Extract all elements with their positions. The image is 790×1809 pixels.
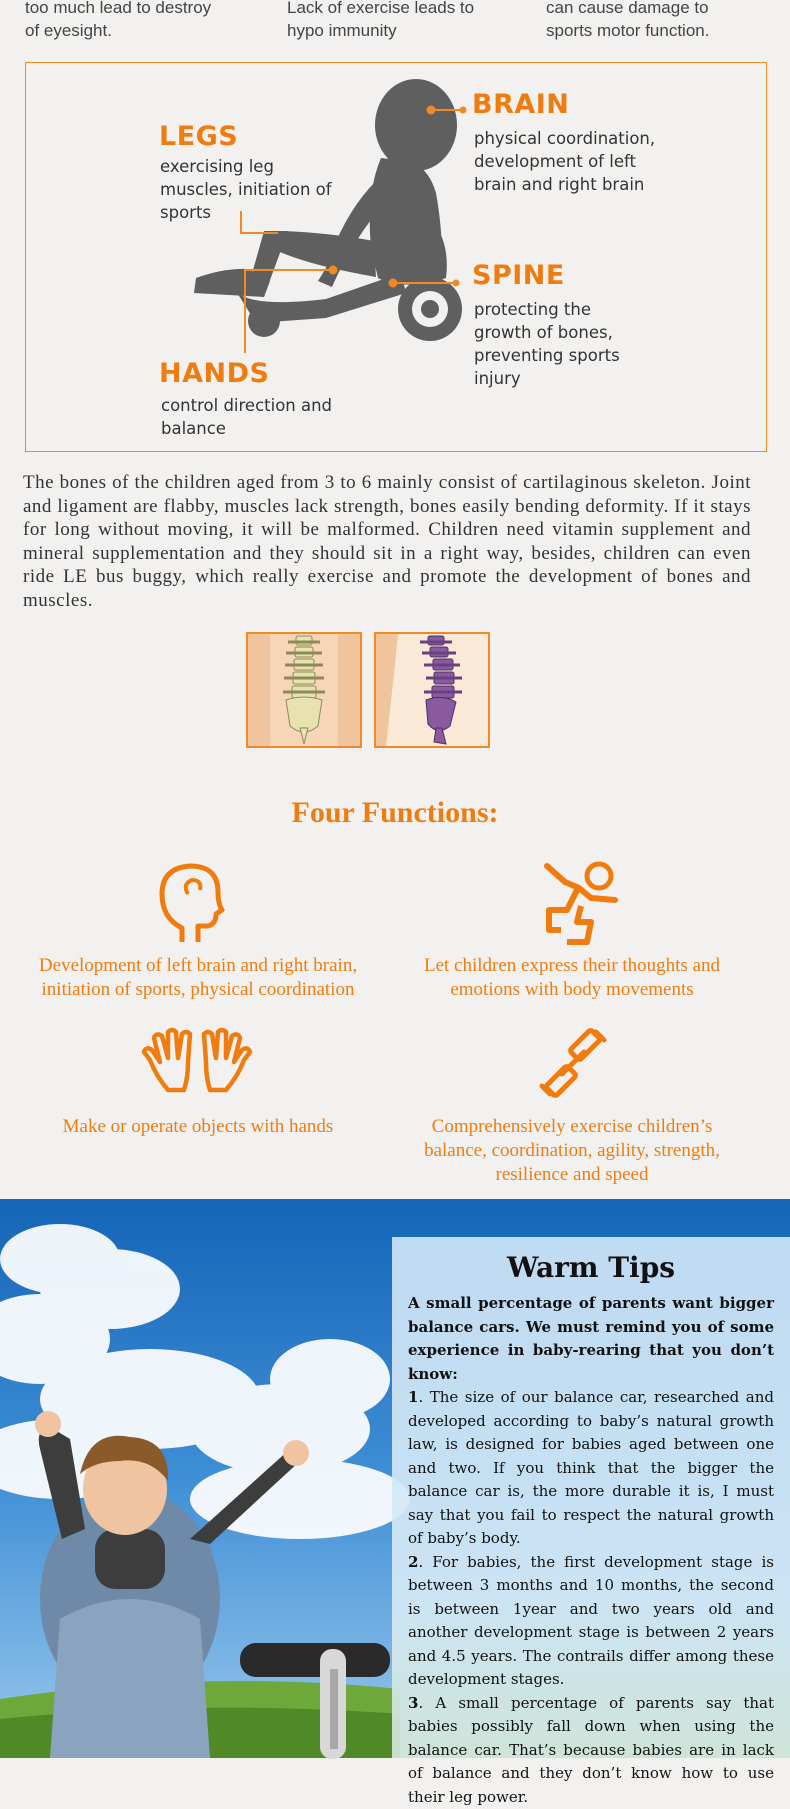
brain-description: physical coordination, development of left brain and right brain [474,127,655,196]
bones-paragraph: The bones of the children aged from 3 to 6 mainly consist of cartilaginous skeleton. Joint and ligament are flabby, muscles lack strength, bones easily bending deformity. If it stays for long without moving, it will be malformed. Children need vitamin supplement and mineral supplementation and they should sit in a right way, besides, children can even ride LE bus buggy, which really exercise and promote the development of bones and muscles. [23,471,751,612]
warm-tips-panel [392,1237,790,1758]
body-diagram [25,62,767,452]
healthy-spine-image [246,632,362,748]
tip-number: 3 [408,1694,418,1712]
hands-description: control direction and balance [161,394,332,440]
hands-title: HANDS [159,358,269,389]
function-brain-text: Development of left brain and right brain, initiation of sports, physical coordination [14,954,382,1002]
function-emotions-text: Let children express their thoughts and emotions with body movements [394,954,750,1002]
tip-item [408,1386,774,1551]
spine-description: protecting the growth of bones, preventing sports injury [474,298,620,390]
tip-text: . A small percentage of parents say that babies possibly fall down when using the balance car. That’s because babies are in lack of balance and they don’t know how to use their leg power. [408,1694,774,1806]
top-text-immunity: Lack of exercise leads to hypo immunity [287,0,474,42]
tip-number: 1 [408,1388,418,1406]
child-silhouette [26,63,768,453]
legs-title: LEGS [159,121,238,152]
hands-icon [138,1028,256,1094]
top-text-motor: can cause damage to sports motor function. [546,0,709,42]
legs-description: exercising leg muscles, initiation of sports [160,155,332,224]
brain-title: BRAIN [472,89,569,120]
four-functions-title: Four Functions: [0,796,790,830]
head-profile-icon [152,858,228,946]
dancing-person-icon [537,858,625,946]
warm-tips-title: Warm Tips [408,1251,774,1284]
tip-text: . For babies, the first development stage is between 3 months and 10 months, the second is between 1year and two years old and another development stage is between 2 years and 4.5 years. The contrails differ among these development stages. [408,1553,774,1689]
spine-title: SPINE [472,260,565,291]
function-hands-text: Make or operate objects with hands [14,1115,382,1139]
function-exercise-text: Comprehensively exercise children’s balance, coordination, agility, strength, resilience and speed [394,1115,750,1187]
deformed-spine-image [374,632,490,748]
top-text-eyesight: too much lead to destroy of eyesight. [25,0,211,42]
dumbbell-icon [534,1024,612,1102]
warm-tips-banner [0,1199,790,1758]
warm-tips-intro: A small percentage of parents want bigger balance cars. We must remind you of some experience in baby-rearing that you don’t know: [408,1292,774,1386]
tip-number: 2 [408,1553,418,1571]
top-strip [0,0,790,52]
tip-item [408,1692,774,1809]
tip-text: . The size of our balance car, researched and developed according to baby’s natural growth law, is designed for babies aged between one and two. If you think that the bigger the balance car is, the more durable it is, I must say that you fail to respect the natural growth of baby’s body. [408,1388,774,1547]
tip-item [408,1551,774,1692]
